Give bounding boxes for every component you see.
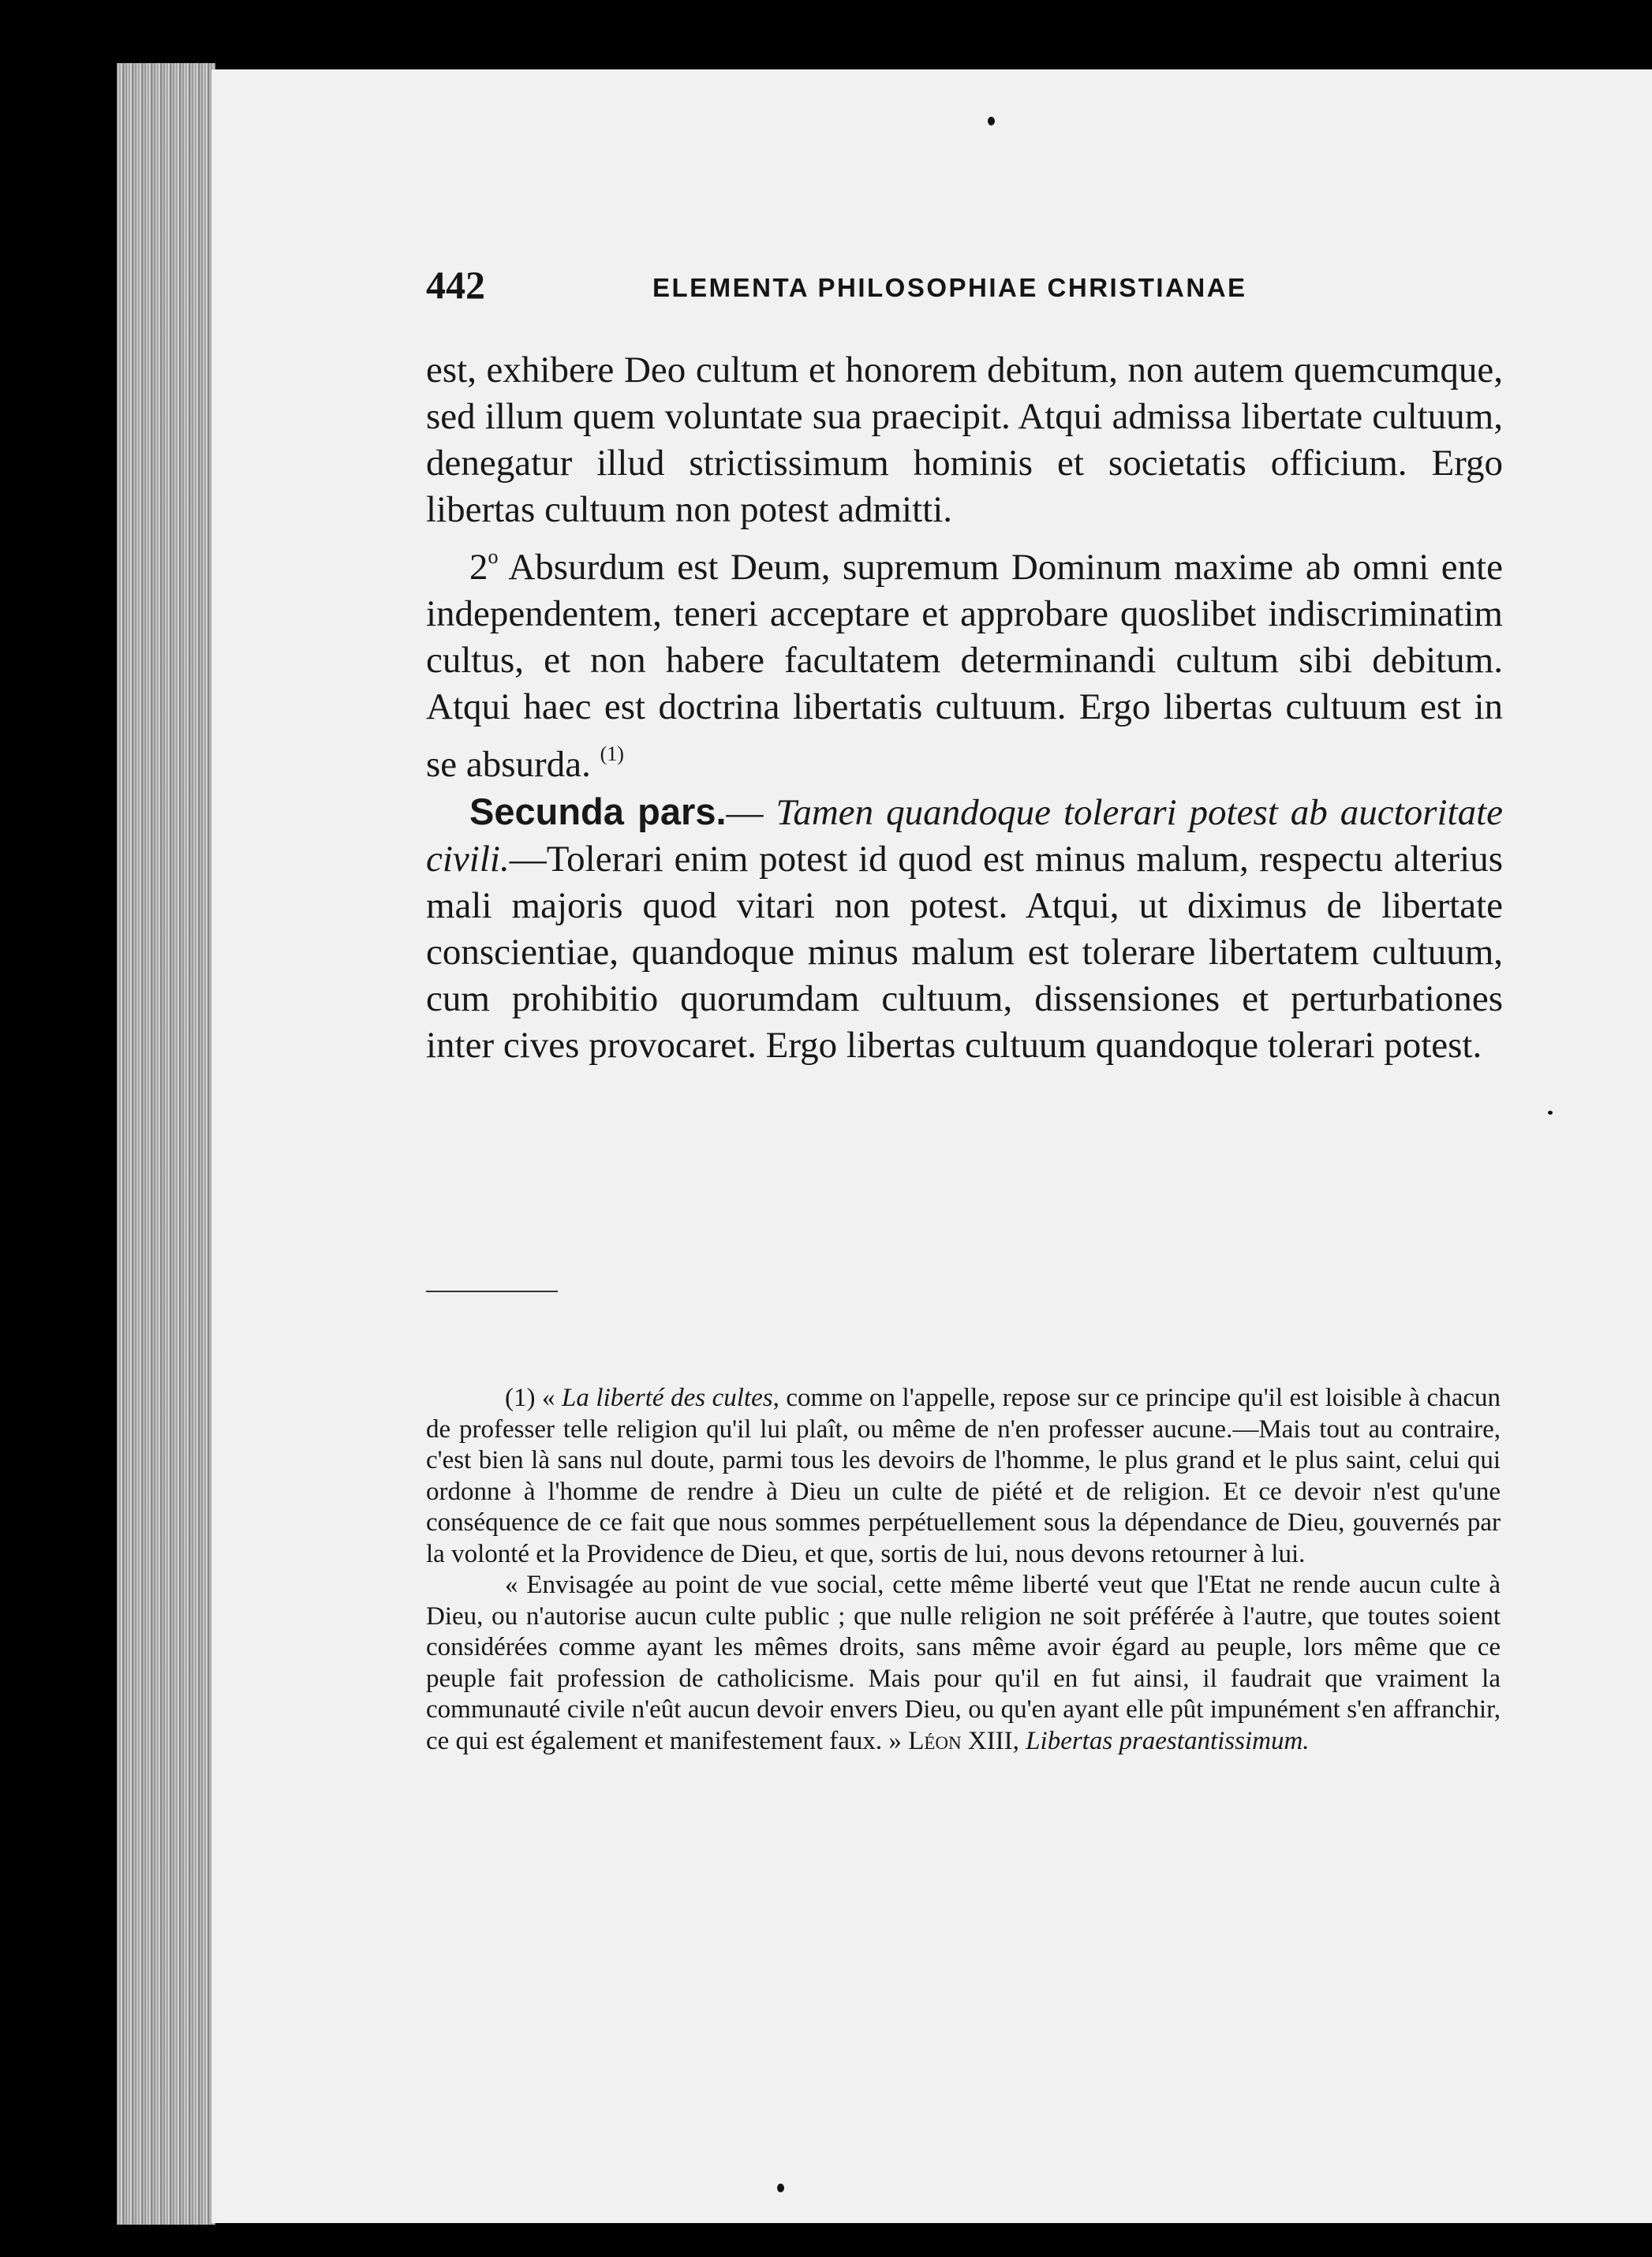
footnote-divider bbox=[426, 1291, 558, 1292]
open-quote: « bbox=[535, 1384, 563, 1412]
main-text bbox=[426, 347, 1503, 1069]
footnote-marker: (1) bbox=[505, 1384, 536, 1412]
footnote-continuation bbox=[426, 1570, 1501, 1757]
running-head bbox=[426, 262, 1499, 309]
thesis-statement: Tamen quandoque tolerari potest ab auctoritate civili. bbox=[426, 792, 1503, 880]
book-binding-edge bbox=[117, 63, 215, 2225]
quoted-title: La liberté des cultes bbox=[562, 1384, 773, 1412]
paragraph-3-text: —Tolerari enim potest id quod est minus malum, respectu alterius mali majoris quod vitari non potest. Atqui, ut diximus de libertate conscientiae, quandoque minus malum est tolerare libertatem cultuum, cum prohibitio quorumdam cultuum, dissensiones et perturbationes inter cives provocaret. Ergo libertas cultuum quandoque tolerari potest. bbox=[426, 839, 1503, 1066]
point-number: 2 bbox=[469, 547, 488, 588]
footnote-text-1: , comme on l'appelle, repose sur ce principe qu'il est loisible à chacun de professer telle religion qu'il lui plaît, ou même de n'en professer aucune.—Mais tout au contraire, c'est bien là sans nul doute, parmi tous les devoirs de l'homme, le plus grand et le plus saint, celui qui ordonne à l'homme de rendre à Dieu un culte de piété et de religion. Et ce devoir n'est qu'une conséquence de ce fait que nous sommes perpétuellement sous la dépendance de Dieu, gouvernés par la volonté et la Providence de Dieu, et que, sortis de lui, nous devons retourner à lui. bbox=[426, 1384, 1501, 1568]
citation-author: Léon XIII bbox=[908, 1726, 1013, 1755]
page-number: 442 bbox=[426, 263, 485, 307]
paragraph-2 bbox=[426, 533, 1503, 788]
citation-separator: , bbox=[1012, 1726, 1026, 1755]
speck-mark bbox=[1548, 1111, 1553, 1115]
footnotes bbox=[426, 1383, 1501, 1757]
footnote-1 bbox=[426, 1383, 1501, 1570]
footnote-reference[interactable]: (1) bbox=[600, 742, 624, 765]
ordinal-mark: o bbox=[488, 545, 499, 568]
citation-work: Libertas praestantissimum. bbox=[1026, 1726, 1310, 1755]
speck-mark bbox=[988, 117, 995, 125]
footnote-text-2: « Envisagée au point de vue social, cette même liberté veut que l'Etat ne rende aucun culte à Dieu, ou n'autorise aucun culte public ; que nulle religion ne soit préférée à l'autre, que toutes soient considérées comme ayant les mêmes droits, sans même avoir égard au peuple, lors même que ce peuple fait profession de catholicisme. Mais pour qu'il en fut ainsi, il faudrait que vraiment la communauté civile n'eût aucun devoir envers Dieu, ou qu'en ayant elle pût impunément s'en affranchir, ce qui est également et manifestement faux. » bbox=[426, 1571, 1501, 1755]
paragraph-3 bbox=[426, 788, 1503, 1069]
label-dash: — bbox=[726, 792, 776, 833]
speck-mark bbox=[777, 2184, 784, 2192]
section-label: Secunda pars. bbox=[469, 790, 727, 832]
running-title: ELEMENTA PHILOSOPHIAE CHRISTIANAE bbox=[652, 273, 1247, 302]
paragraph-2-text: Absurdum est Deum, supremum Dominum maxime ab omni ente independentem, teneri acceptare et approbare quoslibet indiscriminatim cultus, et non habere facultatem determinandi cultum sibi debitum. Atqui haec est doctrina libertatis cultuum. Ergo libertas cultuum est in se absurda. bbox=[426, 547, 1503, 785]
paragraph-1: est, exhibere Deo cultum et honorem debitum, non autem quemcumque, sed illum quem voluntate sua praecipit. Atqui admissa libertate cultuum, denegatur illud strictissimum hominis et societatis officium. Ergo libertas cultuum non potest admitti. bbox=[426, 349, 1503, 530]
